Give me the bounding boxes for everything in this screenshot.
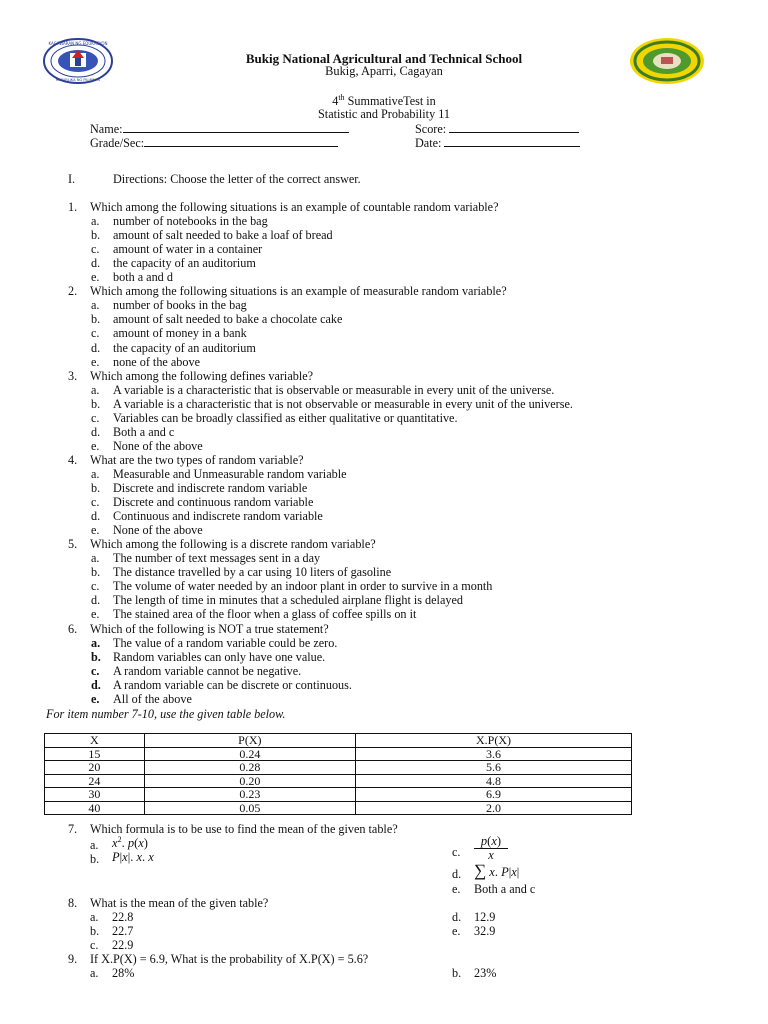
choice-text: none of the above [113, 354, 200, 369]
choice-letter[interactable]: d. [91, 256, 101, 271]
choice-text: number of books in the bag [113, 298, 247, 313]
choice-letter[interactable]: d. [91, 593, 101, 608]
choice-letter[interactable]: e. [452, 882, 461, 896]
choice-letter[interactable]: c. [91, 326, 100, 341]
choice-letter[interactable]: a. [90, 838, 99, 852]
choice-letter[interactable]: d. [452, 867, 462, 881]
directions-numeral: I. [68, 172, 76, 186]
question-text: Which among the following defines variable? [90, 368, 314, 383]
choice-letter[interactable]: b. [452, 966, 462, 980]
choice-text: A random variable cannot be negative. [113, 663, 302, 678]
formula-b: P|x|. x. x [112, 850, 154, 864]
choice-letter[interactable]: b. [91, 228, 101, 243]
choice-text: 23% [474, 966, 497, 980]
choice-text: 22.9 [112, 938, 134, 952]
choice-letter[interactable]: b. [91, 396, 101, 411]
question-text: What is the mean of the given table? [90, 896, 269, 910]
question-number: 5. [68, 537, 78, 552]
table-row [45, 761, 632, 775]
choice-letter[interactable]: a. [91, 214, 100, 229]
choice-letter[interactable]: a. [91, 298, 100, 313]
choice-letter[interactable]: e. [91, 438, 100, 453]
formula-a: $x^2$. p(x) [112, 835, 148, 851]
choice-text: the capacity of an auditorium [113, 256, 256, 271]
school-name: Bukig National Agricultural and Technical School [245, 51, 523, 66]
choice-text: A random variable can be discrete or continuous. [113, 677, 352, 692]
choice-letter[interactable]: a. [91, 466, 100, 481]
table-cell: 3.6 [355, 747, 631, 761]
choice-text: amount of salt needed to bake a loaf of bread [113, 228, 333, 243]
choice-text: The distance travelled by a car using 10 liters of gasoline [113, 565, 392, 580]
table-cell: 15 [45, 747, 145, 761]
question-text: Which formula is to be use to find the mean of the given table? [90, 822, 398, 836]
question-number: 4. [68, 452, 78, 467]
svg-text:REPUBLIKA NG PILIPINAS: REPUBLIKA NG PILIPINAS [55, 78, 101, 82]
choice-letter[interactable]: d. [91, 509, 101, 524]
choice-letter[interactable]: e. [91, 607, 100, 622]
question-number: 1. [68, 200, 78, 214]
choice-text: Measurable and Unmeasurable random variable [113, 466, 347, 481]
table-cell: 0.05 [144, 801, 355, 815]
table-header-cell: X.P(X) [355, 734, 631, 748]
table-cell: 0.20 [144, 774, 355, 788]
data-table [44, 733, 632, 815]
choice-letter[interactable]: b. [91, 481, 101, 495]
table-cell: 4.8 [355, 774, 631, 788]
table-cell: 20 [45, 761, 145, 775]
choice-text: 22.7 [112, 924, 134, 938]
choice-text: A variable is a characteristic that is observable or measurable in every unit of the universe. [113, 382, 555, 397]
question-text: Which among the following situations is an example of countable random variable? [90, 200, 499, 214]
choice-text: Continuous and indiscrete random variable [113, 509, 323, 524]
choice-text: The length of time in minutes that a scheduled airplane flight is delayed [113, 593, 463, 608]
date-field[interactable]: Date: [415, 135, 580, 151]
choice-text: number of notebooks in the bag [113, 214, 268, 229]
table-row [45, 774, 632, 788]
school-address: Bukig, Aparri, Cagayan [325, 64, 443, 78]
table-cell: 0.24 [144, 747, 355, 761]
grade-sec-field[interactable]: Grade/Sec: [90, 135, 338, 151]
table-cell: 40 [45, 801, 145, 815]
score-field[interactable]: Score: [415, 121, 579, 137]
choice-letter[interactable]: e. [452, 924, 461, 938]
choice-letter[interactable]: d. [91, 340, 101, 355]
choice-text: amount of water in a container [113, 242, 263, 257]
question-number: 2. [68, 284, 78, 299]
test-title: 4th SummativeTest in [332, 93, 436, 109]
choice-letter[interactable]: a. [90, 910, 99, 924]
choice-text: None of the above [113, 438, 203, 453]
question-number: 3. [68, 368, 78, 383]
choice-text: Both a and c [474, 882, 536, 896]
choice-letter[interactable]: c. [91, 242, 100, 257]
table-cell: 24 [45, 774, 145, 788]
table-header-cell: P(X) [144, 734, 355, 748]
choice-text: Both a and c [113, 424, 175, 439]
choice-letter[interactable]: b. [91, 565, 101, 580]
choice-text: Discrete and indiscrete random variable [113, 481, 308, 495]
choice-text: Variables can be broadly classified as either qualitative or quantitative. [113, 410, 458, 425]
formula-d: ∑ x. P|x| [474, 861, 520, 880]
question-text: What are the two types of random variable? [90, 452, 304, 467]
choice-letter[interactable]: b. [90, 852, 100, 866]
choice-text: amount of salt needed to bake a chocolate cake [113, 312, 343, 327]
choice-text: 22.8 [112, 910, 134, 924]
choice-text: both a and d [113, 270, 173, 285]
directions-text: Directions: Choose the letter of the correct answer. [113, 172, 361, 186]
table-cell: 6.9 [355, 788, 631, 802]
question-number: 8. [68, 896, 78, 910]
choice-text: 12.9 [474, 910, 496, 924]
choice-text: 28% [112, 966, 135, 980]
formula-c: p(x) x [474, 834, 508, 862]
svg-text:KAGAWARAN NG EDUKASYON: KAGAWARAN NG EDUKASYON [48, 41, 108, 46]
table-intro: For item number 7-10, use the given table below. [46, 707, 286, 721]
choice-letter[interactable]: c. [91, 410, 100, 425]
choice-text: amount of money in a bank [113, 326, 247, 341]
table-cell: 0.28 [144, 761, 355, 775]
choice-letter[interactable]: a. [91, 382, 100, 397]
choice-letter[interactable]: e. [91, 523, 100, 538]
table-cell: 30 [45, 788, 145, 802]
question-number: 6. [68, 621, 78, 636]
choice-text: All of the above [113, 691, 192, 706]
test-subject: Statistic and Probability 11 [318, 107, 450, 121]
choice-letter[interactable]: b. [91, 312, 101, 327]
table-header-row [45, 734, 632, 748]
choice-letter[interactable]: d. [91, 424, 101, 439]
table-row [45, 747, 632, 761]
table-header-cell: X [45, 734, 145, 748]
choice-text: The stained area of the floor when a glass of coffee spills on it [113, 607, 417, 622]
choice-text: 32.9 [474, 924, 496, 938]
question-text: Which among the following situations is an example of measurable random variable? [90, 284, 507, 299]
choice-text: the capacity of an auditorium [113, 340, 256, 355]
table-cell: 0.23 [144, 788, 355, 802]
choice-text: The number of text messages sent in a day [113, 551, 321, 566]
choice-letter[interactable]: b. [91, 649, 101, 664]
name-field[interactable]: Name: [90, 121, 349, 137]
choice-letter[interactable]: a. [90, 966, 99, 980]
table-row [45, 788, 632, 802]
choice-text: The volume of water needed by an indoor plant in order to survive in a month [113, 579, 493, 594]
choice-letter[interactable]: b. [90, 924, 100, 938]
question-text: Which among the following is a discrete random variable? [90, 537, 376, 552]
choice-text: None of the above [113, 523, 203, 538]
table-cell: 5.6 [355, 761, 631, 775]
choice-text: A variable is a characteristic that is not observable or measurable in every unit of the universe. [113, 396, 573, 411]
choice-letter[interactable]: a. [91, 551, 100, 566]
question-text: Which of the following is NOT a true statement? [90, 621, 329, 636]
choice-letter[interactable]: e. [91, 691, 100, 706]
choice-letter[interactable]: c. [91, 495, 100, 510]
choice-letter[interactable]: a. [91, 635, 101, 650]
table-row [45, 801, 632, 815]
question-text: If X.P(X) = 6.9, What is the probability of X.P(X) = 5.6? [90, 952, 369, 966]
choice-letter[interactable]: d. [452, 910, 462, 924]
table-cell: 2.0 [355, 801, 631, 815]
choice-letter[interactable]: c. [90, 938, 99, 952]
choice-letter[interactable]: e. [91, 270, 100, 285]
choice-text: The value of a random variable could be zero. [113, 635, 338, 650]
choice-letter[interactable]: e. [91, 354, 100, 369]
choice-letter[interactable]: c. [91, 579, 100, 594]
choice-letter[interactable]: c. [91, 663, 100, 678]
choice-text: Discrete and continuous random variable [113, 495, 314, 510]
choice-letter[interactable]: d. [91, 677, 101, 692]
choice-text: Random variables can only have one value. [113, 649, 326, 664]
question-number: 7. [68, 822, 78, 836]
question-number: 9. [68, 952, 78, 966]
choice-letter[interactable]: c. [452, 845, 461, 859]
